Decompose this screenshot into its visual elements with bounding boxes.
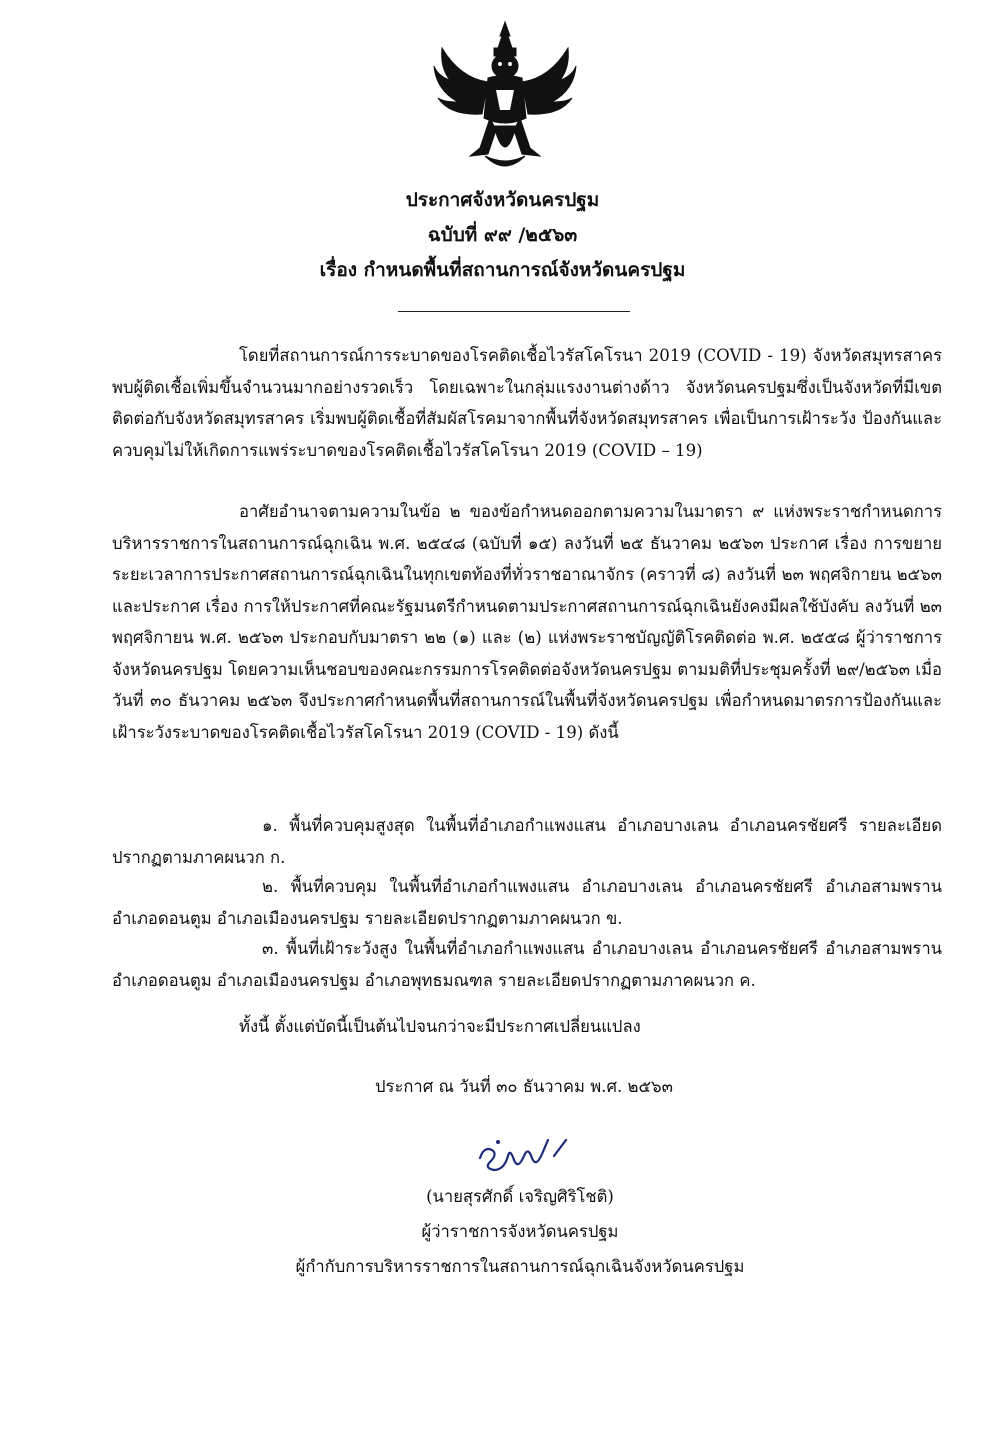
issue-number: ฉบับที่ ๙๙ /๒๕๖๓ bbox=[427, 224, 578, 246]
paragraph-1-text: โดยที่สถานการณ์การระบาดของโรคติดเชื้อไวรัสโคโรนา 2019 (COVID - 19) จังหวัดสมุทรสาคร พบผู้ติดเชื้อเพิ่มขึ้นจำนวนมากอย่างรวดเร็ว โดยเฉพาะในกลุ่มแรงงานต่างด้าว จังหวัดนครปฐมซึ่งเป็นจังหวัดที่มีเขตติดต่อกับจังหวัดสมุทรสาคร เริ่มพบผู้ติดเชื้อที่สัมผัสโรคมาจากพื้นที่จังหวัดสมุทรสาคร เพื่อเป็นการเฝ้าระวัง ป้องกันและควบคุมไม่ให้เกิดการแพร่ระบาดของโรคติดเชื้อไวรัสโคโรนา 2019 (COVID – 19) bbox=[112, 346, 942, 460]
list-item-area-3: ๓. พื้นที่เฝ้าระวังสูง ในพื้นที่อำเภอกำแพงแสน อำเภอบางเลน อำเภอนครชัยศรี อำเภอสามพราน อำเภอดอนตูม อำเภอเมืองนครปฐม อำเภอพุทธมณฑล รายละเอียดปรากฏตามภาคผนวก ค. bbox=[112, 939, 942, 990]
paragraph-background bbox=[112, 340, 942, 466]
handwritten-signature bbox=[470, 1120, 590, 1180]
effective-clause: ทั้งนี้ ตั้งแต่บัดนี้เป็นต้นไปจนกว่าจะมีประกาศเปลี่ยนแปลง bbox=[239, 1017, 641, 1036]
document-title: ประกาศจังหวัดนครปฐม bbox=[405, 189, 600, 211]
announcement-date: ประกาศ ณ วันที่ ๓๐ ธันวาคม พ.ศ. ๒๕๖๓ bbox=[375, 1077, 673, 1096]
list-item-area-2: ๒. พื้นที่ควบคุม ในพื้นที่อำเภอกำแพงแสน อำเภอบางเลน อำเภอนครชัยศรี อำเภอสามพราน อำเภอดอนตูม อำเภอเมืองนครปฐม รายละเอียดปรากฏตามภาคผนวก ข. bbox=[112, 877, 942, 928]
signer-position: ผู้ว่าราชการจังหวัดนครปฐม bbox=[421, 1222, 619, 1241]
garuda-emblem-icon bbox=[430, 18, 580, 178]
paragraph-2-text: อาศัยอำนาจตามความในข้อ ๒ ของข้อกำหนดออกตามความในมาตรา ๙ แห่งพระราชกำหนดการบริหารราชการในสถานการณ์ฉุกเฉิน พ.ศ. ๒๕๔๘ (ฉบับที่ ๑๕) ลงวันที่ ๒๕ ธันวาคม ๒๕๖๓ ประกาศ เรื่อง การขยายระยะเวลาการประกาศสถานการณ์ฉุกเฉินในทุกเขตท้องที่ทั่วราชอาณาจักร (คราวที่ ๘) ลงวันที่ ๒๓ พฤศจิกายน ๒๕๖๓ และประกาศ เรื่อง การให้ประกาศที่คณะรัฐมนตรีกำหนดตามประกาศสถานการณ์ฉุกเฉินยังคงมีผลใช้บังคับ ลงวันที่ ๒๓ พฤศจิกายน พ.ศ. ๒๕๖๓ ประกอบกับมาตรา ๒๒ (๑) และ (๒) แห่งพระราชบัญญัติโรคติดต่อ พ.ศ. ๒๕๕๘ ผู้ว่าราชการจังหวัดนครปฐม โดยความเห็นชอบของคณะกรรมการโรคติดต่อจังหวัดนครปฐม ตามมติที่ประชุมครั้งที่ ๒๙/๒๕๖๓ เมื่อวันที่ ๓๐ ธันวาคม ๒๕๖๓ จึงประกาศกำหนดพื้นที่สถานการณ์ในพื้นที่จังหวัดนครปฐม เพื่อกำหนดมาตรการป้องกันและเฝ้าระวังระบาดของโรคติดเชื้อไวรัสโคโรนา 2019 (COVID - 19) ดังนี้ bbox=[112, 502, 942, 742]
signer-role: ผู้กำกับการบริหารราชการในสถานการณ์ฉุกเฉินจังหวัดนครปฐม bbox=[295, 1257, 745, 1276]
list-item-area-1: ๑. พื้นที่ควบคุมสูงสุด ในพื้นที่อำเภอกำแพงแสน อำเภอบางเลน อำเภอนครชัยศรี รายละเอียดปรากฏตามภาคผนวก ก. bbox=[112, 816, 942, 867]
title-divider bbox=[398, 311, 630, 312]
paragraph-authority bbox=[112, 496, 942, 748]
document-subject: เรื่อง กำหนดพื้นที่สถานการณ์จังหวัดนครปฐม bbox=[319, 259, 686, 281]
signer-name: (นายสุรศักดิ์ เจริญศิริโชติ) bbox=[426, 1187, 614, 1206]
